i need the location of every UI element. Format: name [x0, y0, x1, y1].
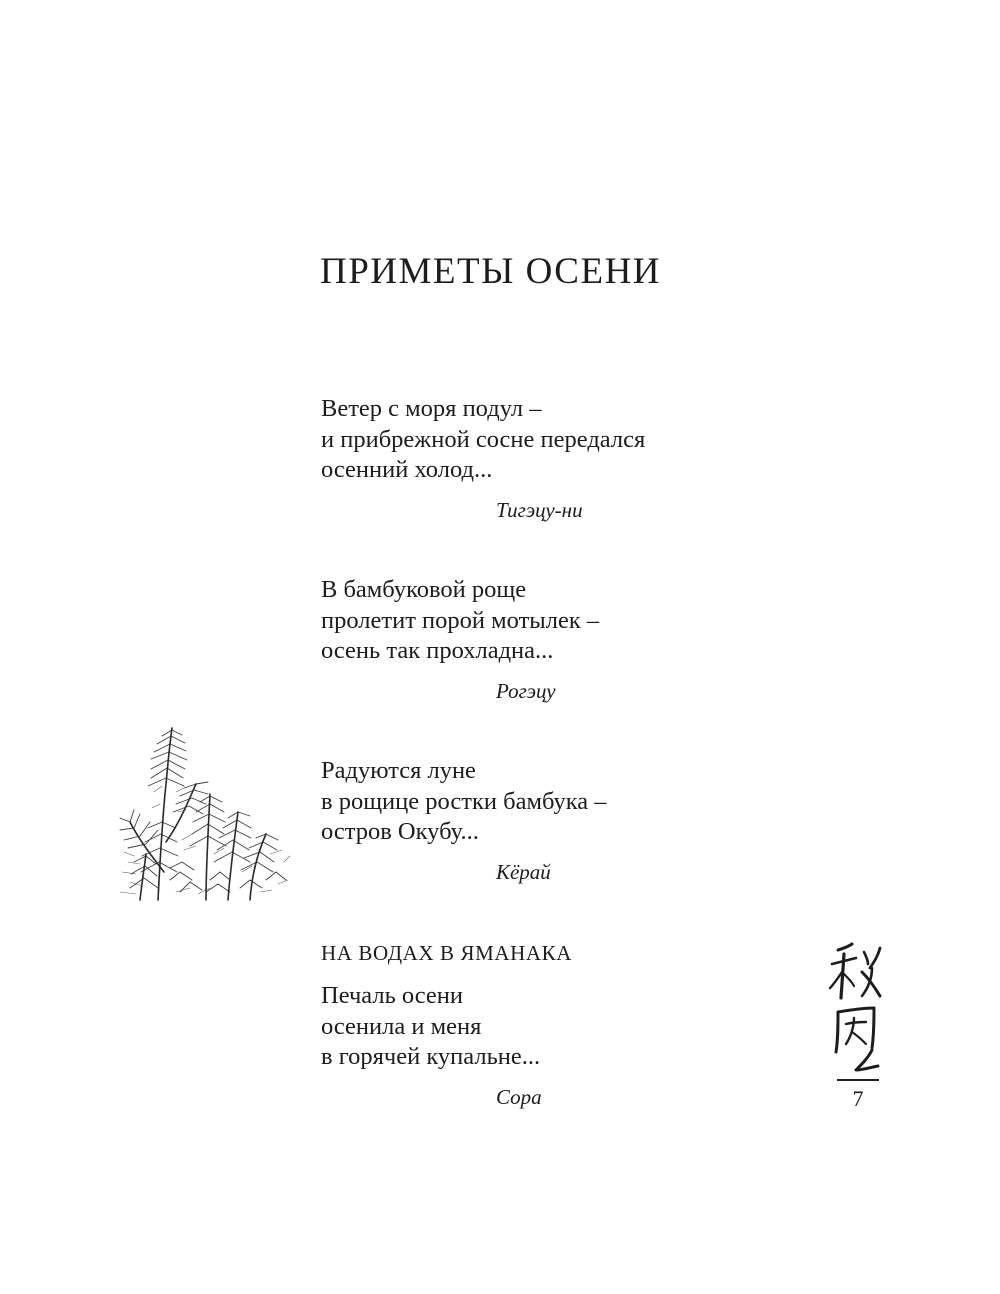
- poem-line: Радуются луне: [321, 757, 476, 784]
- pine-branch-engraving-icon: [110, 722, 292, 902]
- poem-line: В бамбуковой роще: [321, 576, 527, 603]
- poem-line: осенний холод...: [321, 456, 493, 483]
- page-title: ПРИМЕТЫ ОСЕНИ: [320, 251, 662, 292]
- poem-4: [321, 939, 741, 1111]
- poem-1: [321, 394, 741, 524]
- poem-3: [321, 756, 741, 886]
- page-number: 7: [852, 1086, 864, 1111]
- poem-2: [321, 575, 741, 705]
- poem-line: осень так прохладна...: [321, 637, 554, 664]
- poem-line: пролетит порой мотылек –: [321, 606, 600, 634]
- poem-author: Рогэцу: [496, 678, 556, 703]
- poem-line: и прибрежной сосне передался: [321, 425, 646, 453]
- calligraphy-seal-icon: [828, 942, 886, 1076]
- poem-author: Тигэцу-ни: [496, 497, 583, 522]
- calligraphy-text: 秋風: [856, 1074, 858, 1075]
- poem-heading: НА ВОДАХ В ЯМАНАКА: [321, 941, 573, 965]
- poem-line: Печаль осени: [321, 982, 464, 1009]
- poem-author: Сора: [496, 1084, 542, 1109]
- poem-line: осенила и меня: [321, 1012, 482, 1040]
- folio-rule: [837, 1079, 879, 1081]
- poem-line: остров Окубу...: [321, 818, 479, 845]
- poem-author: Кёрай: [496, 859, 551, 884]
- poem-line: Ветер с моря подул –: [321, 395, 542, 422]
- poem-line: в рощице ростки бамбука –: [321, 787, 607, 815]
- poem-line: в горячей купальне...: [321, 1043, 541, 1070]
